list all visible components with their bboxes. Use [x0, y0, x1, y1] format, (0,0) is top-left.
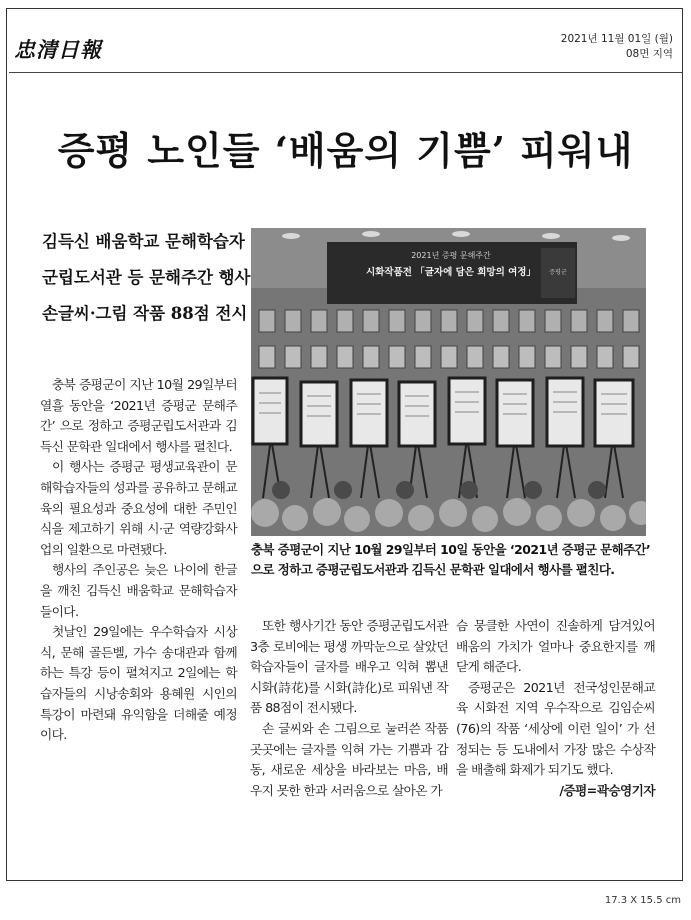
subhead: 손글씨·그림 작품 88점 전시	[42, 304, 248, 323]
clipping-size: 17.3 X 15.5 cm	[604, 895, 681, 906]
article-paragraph: 슴 뭉클한 사연이 진솔하게 담겨있어 배움의 가치가 얼마나 중요한지를 깨닫게 해준다.	[456, 618, 655, 675]
masthead-rule	[9, 72, 682, 73]
article-column-2	[250, 616, 448, 801]
article-paragraph: 손 글씨와 손 그림으로 눌러쓴 작품 곳곳에는 글자를 익혀 가는 기쁨과 감동, 새로운 세상을 바라보는 마음, 배우지 못한 한과 서러움으로 살아온 가	[250, 720, 448, 798]
article-paragraph: 또한 행사기간 동안 증평군립도서관 3층 로비에는 평생 까막눈으로 살았던 학습자들이 글자를 배우고 익혀 뽐낸 시화(詩花)를 시화(詩化)로 피워낸 작품 88점이 전시됐다.	[250, 618, 448, 716]
publication-date: 2021년 11월 01일 (월)	[560, 33, 673, 45]
article-paragraph: 첫날인 29일에는 우수학습자 시상식, 문해 골든벨, 가수 송대관과 함께하는 특강 등이 펼쳐지고 2일에는 학습자들의 시낭송회와 용혜원 시인의 특강이 마련돼 유익함을 더해줄 예정이다.	[40, 624, 237, 743]
article-headline: 증평 노인들 ‘배움의 기쁨’ 피워내	[57, 128, 634, 173]
article-paragraph: 충북 증평군이 지난 10월 29일부터 열흘 동안을 ‘2021년 증평군 문해주간’ 으로 정하고 증평군립도서관과 김득신 문학관 일대에서 행사를 펼친다.	[40, 377, 237, 454]
article-column-3	[456, 616, 655, 801]
newspaper-masthead: 忠清日報	[14, 37, 102, 62]
subhead: 김득신 배움학교 문해학습자	[42, 232, 245, 251]
reporter-byline: /증평=곽승영기자	[559, 782, 655, 798]
article-paragraph: 행사의 주인공은 늦은 나이에 한글을 깨친 김득신 배움학교 문해학습자들이다.	[40, 562, 237, 619]
publication-page: 08면 지역	[625, 48, 673, 60]
banner-top-text: 2021년 증평 문해주간	[411, 251, 491, 260]
photo-caption: 충북 증평군이 지난 10월 29일부터 10일 동안을 ‘2021년 증평군 문해주간’ 으로 정하고 증평군립도서관과 김득신 문학관 일대에서 행사를 펼친다.	[251, 542, 651, 577]
article-paragraph: 증평군은 2021년 전국성인문해교육 시화전 지역 우수작으로 김임순씨(76)의 작품 ‘세상에 이런 일이’ 가 선정되는 등 도내에서 가장 많은 수상작을 배출해 화제가 되기도 했다.	[456, 679, 655, 778]
article-column-1	[40, 375, 237, 746]
publication-info	[561, 32, 673, 62]
subhead: 군립도서관 등 문해주간 행사	[42, 268, 251, 287]
banner-title-text: 시화작품전 「글자에 담은 희망의 여정」	[366, 267, 536, 278]
exhibition-photo	[251, 228, 646, 536]
banner-logo-text: 증평군	[549, 269, 567, 276]
article-paragraph: 이 행사는 증평군 평생교육관이 문해학습자들의 성과를 공유하고 문해교육의 필요성과 중요성에 대한 주민인식을 제고하기 위해 시·군 역량강화사업의 일환으로 마련됐다.	[40, 459, 237, 557]
article-subheads	[42, 224, 252, 332]
